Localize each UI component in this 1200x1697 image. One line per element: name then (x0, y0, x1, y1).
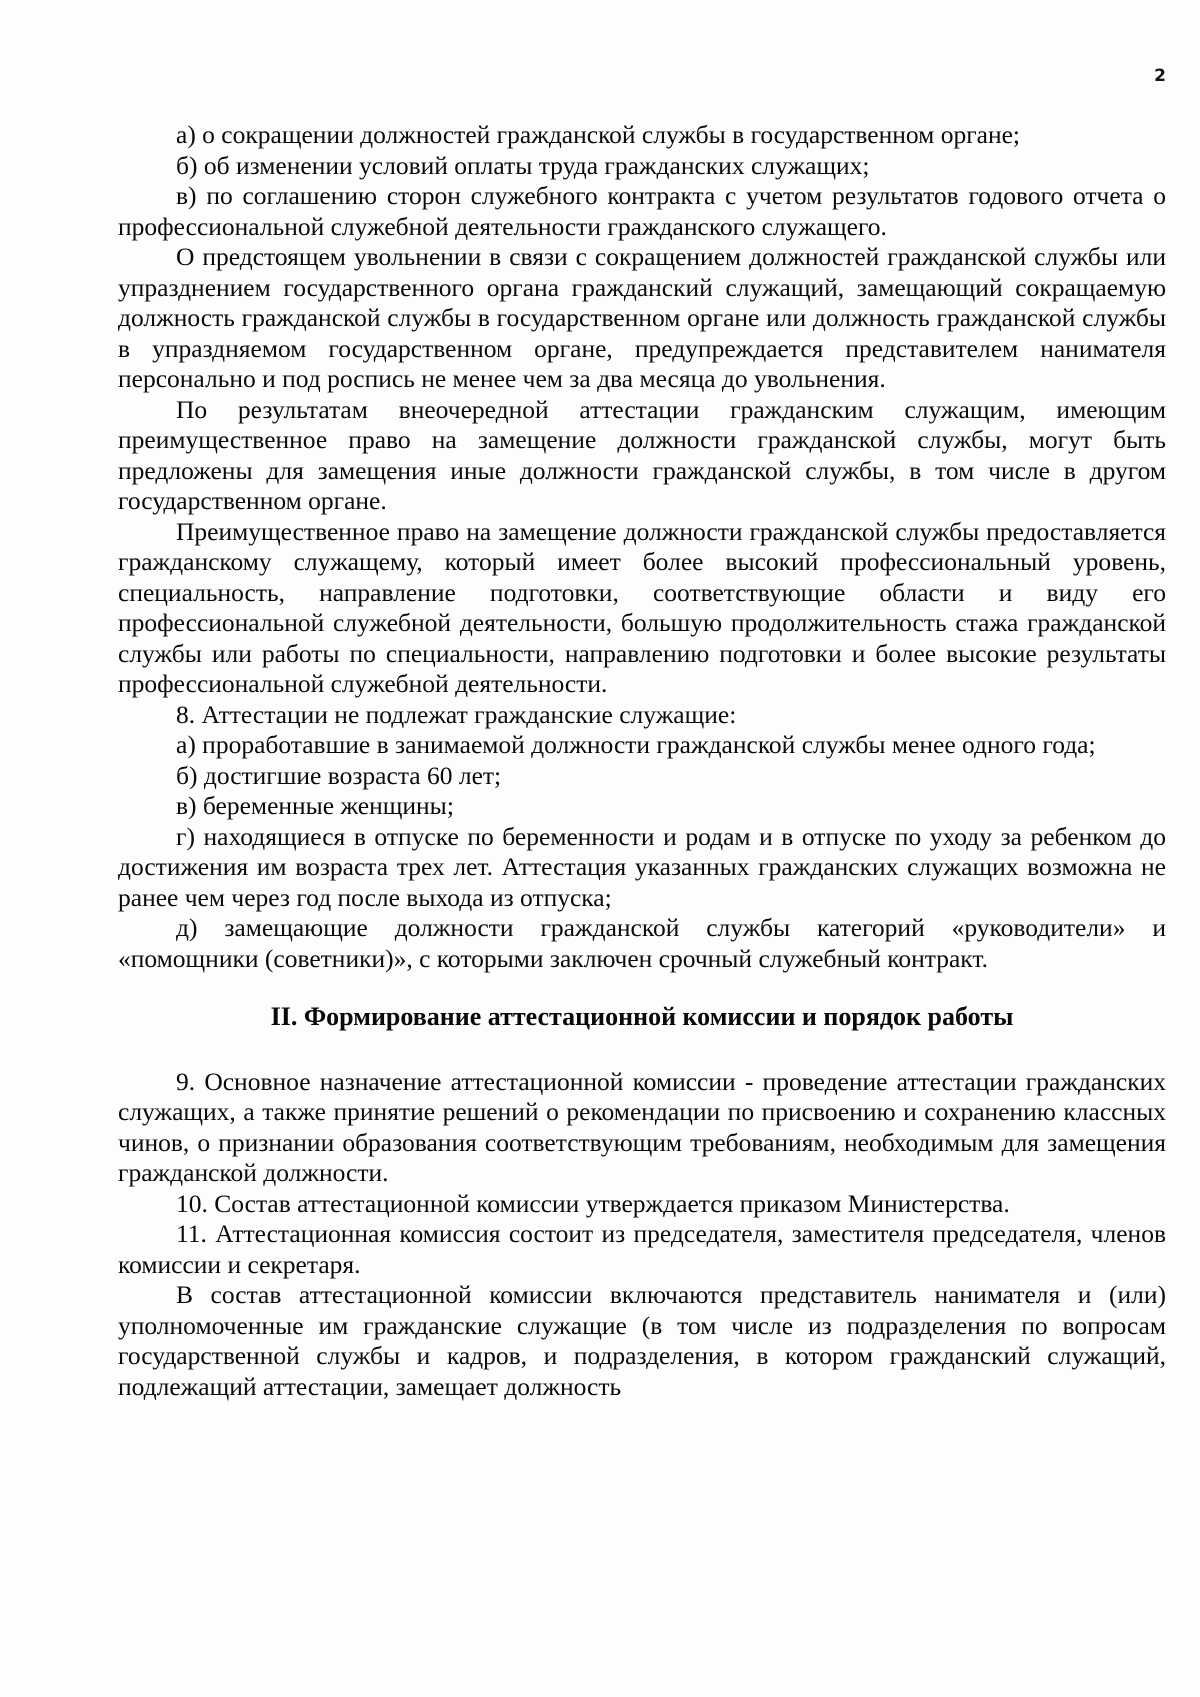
paragraph-item-a-reduction: а) о сокращении должностей гражданской службы в государственном органе; (176, 120, 1021, 149)
paragraph-8a: а) проработавшие в занимаемой должности гражданской службы менее одного года; (176, 730, 1096, 759)
paragraph-preferential-right: Преимущественное право на замещение должности гражданской службы предоставляется гражданскому служащему, который имеет более высокий профессиональный уровень, специальность, направление подготовки, соответствующие области и виду его профессиональной служебной деятельности, большую продолжительность стажа гражданской службы или работы по специальности, направлению подготовки и более высокие результаты профессиональной служебной деятельности. (118, 516, 1166, 698)
paragraph-8g: г) находящиеся в отпуске по беременности и родам и в отпуске по уходу за ребенком до достижения им возраста трех лет. Аттестация указанных гражданских служащих возможна не ранее чем через год после выхода из отпуска; (118, 821, 1166, 912)
paragraph-extraordinary-attestation: По результатам внеочередной аттестации гражданским служащим, имеющим преимущественное право на замещение должности гражданской службы, могут быть предложены для замещения иные должности гражданской службы, в том числе в другом государственном органе. (118, 394, 1166, 515)
paragraph-8d: д) замещающие должности гражданской службы категорий «руководители» и «помощники (советники)», с которыми заключен срочный служебный контракт. (118, 913, 1166, 973)
paragraph-item-v-agreement: в) по соглашению сторон служебного контракта с учетом результатов годового отчета о профессиональной служебной деятельности гражданского служащего. (118, 181, 1166, 241)
document-body (118, 120, 1166, 1402)
page-number: 2 (1154, 66, 1166, 86)
paragraph-section-10: 10. Состав аттестационной комиссии утверждается приказом Министерства. (176, 1188, 1010, 1218)
section-heading: II. Формирование аттестационной комиссии и порядок работы (270, 1002, 1014, 1031)
paragraph-8b: б) достигшие возраста 60 лет; (176, 760, 502, 790)
paragraph-dismissal-notice: О предстоящем увольнении в связи с сокращением должностей гражданской службы или упразднением государственного органа гражданский служащий, замещающий сокращаемую должность гражданской службы в государственном органе или должность гражданской службы в упраздняемом государственном органе, предупреждается представителем нанимателя персонально и под роспись не менее чем за два месяца до увольнения. (118, 242, 1166, 393)
paragraph-item-b-pay-conditions: б) об изменении условий оплаты труда гражданских служащих; (176, 150, 870, 180)
paragraph-section-9: 9. Основное назначение аттестационной комиссии - проведение аттестации гражданских служащих, а также принятие решений о рекомендации по присвоению и сохранению классных чинов, о признании образования соответствующим требованиям, необходимым для замещения гражданской должности. (118, 1066, 1166, 1187)
paragraph-8v: в) беременные женщины; (176, 791, 454, 820)
paragraph-section-11: 11. Аттестационная комиссия состоит из председателя, заместителя председателя, членов комиссии и секретаря. (118, 1219, 1166, 1279)
paragraph-section-8: 8. Аттестации не подлежат гражданские служащие: (176, 699, 737, 729)
paragraph-commission-composition: В состав аттестационной комиссии включаются представитель нанимателя и (или) уполномоченные им гражданские служащие (в том числе из подразделения по вопросам государственной службы и кадров, и подразделения, в котором гражданский служащий, подлежащий аттестации, замещает должность (118, 1280, 1166, 1401)
